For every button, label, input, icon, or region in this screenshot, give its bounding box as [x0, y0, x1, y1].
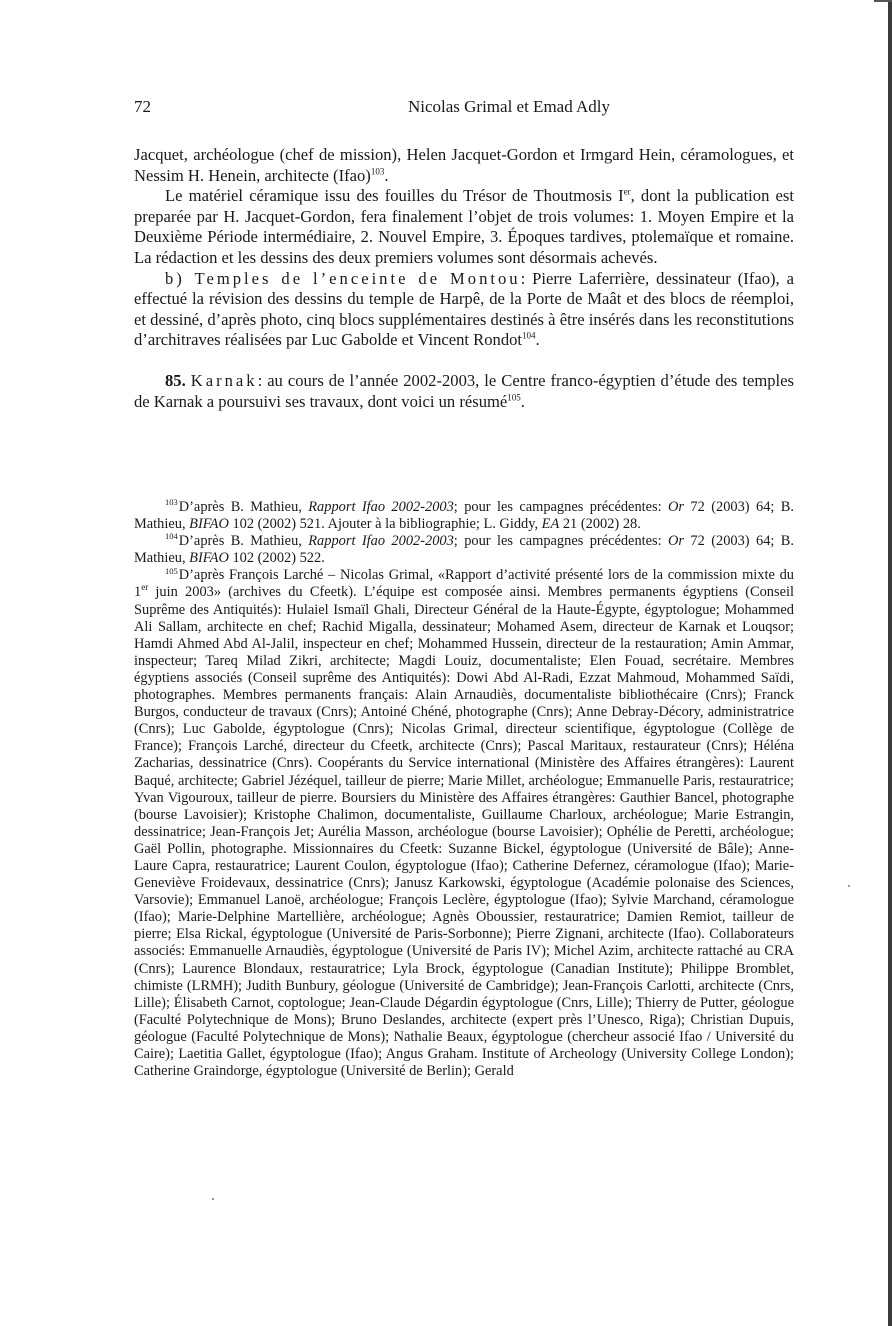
paragraph-number: 85. [165, 370, 186, 390]
footnote-104: $^{104}$D’après B. Mathieu, Rapport Ifao 2002-2003; pour les campagnes précédentes: Or 72 (2003) 64; B. Mathieu, BIFAO 102 (2002) 522. [134, 531, 794, 567]
page-edge-shadow [888, 0, 892, 1326]
footnote-number: 103 [165, 497, 178, 508]
scan-speck [212, 1198, 214, 1200]
paragraph-ceramic-material: Le matériel céramique issu des fouilles du Trésor de Thoutmosis Ier, dont la publication est preparée par H. Jacquet-Gordon, fera finalement l’objet de trois volumes: 1. Moyen Empire et la Deuxième Période intermédiaire, 2. Nouvel Empire, 3. Époques tardives, ptolemaïque et romaine. La rédaction et les dessins des deux premiers volumes sont désormais achevés. [134, 186, 794, 267]
footnote-number: 104 [165, 531, 178, 542]
footnote-ref-105[interactable]: 105 [507, 392, 521, 402]
footnote-103: $^{103}$D’après B. Mathieu, Rapport Ifao 2002-2003; pour les campagnes précédentes: Or 72 (2003) 64; B. Mathieu, BIFAO 102 (2002) 521. Ajouter à la bibliographie; L. Giddy, EA 21 (2002) 28. [134, 497, 794, 533]
footnote-number: 105 [165, 565, 178, 576]
paragraph-continued: Jacquet, archéologue (chef de mission), Helen Jacquet-Gordon et Irmgard Hein, céramologues, et Nessim H. Henein, architecte (Ifao)$^{103}$. [134, 145, 794, 185]
footnotes [134, 499, 794, 1080]
page-header [134, 97, 794, 121]
running-head: Nicolas Grimal et Emad Adly [407, 97, 611, 116]
scan-speck [848, 885, 850, 887]
main-text [134, 145, 794, 412]
section-label-karnak: Karnak [190, 370, 258, 390]
footnote-ref-103[interactable]: 103 [370, 166, 385, 177]
paragraph-karnak: 85. Karnak: au cours de l’année 2002-2003, le Centre franco-égyptien d’étude des temples de Karnak a poursuivi ses travaux, dont voici un résumé$^{105}$. [134, 370, 794, 411]
footnote-ref-104[interactable]: 104 [522, 330, 536, 341]
paragraph-montou-temples: b) Temples de l’enceinte de Montou: Pierre Laferrière, dessinateur (Ifao), a effectué la révision des dessins du temple de Harpê, de la Porte de Maât et des blocs de réemploi, et dessiné, d’après photo, cinq blocs supplémentaires destinés à être insérés dans les reconstitutions d’architraves réalisées par Luc Gabolde et Vincent Rondot$^{104}$. [134, 268, 795, 350]
page-number: 72 [134, 97, 151, 116]
page-edge-mark [874, 0, 892, 2]
footnote-105: $^{105}$D’après François Larché – Nicolas Grimal, «Rapport d’activité présenté lors de la commission mixte du 1er juin 2003» (archives du Cfeetk). L’équipe est composée ainsi. Membres permanents égyptiens (Conseil Suprême des Antiquités): Hulaiel Ismaïl Ghali, Directeur Général de la Haute-Égypte, égyptologue; Mohammed Ali Sallam, architecte en chef; Rachid Migalla, dessinateur; Mohamed Asem, directeur de Karnak et Louqsor; Hamdi Ahmed Abd Al-Jalil, inspecteur en chef; Mohammed Hussein, directeur de la restauration; Amin Ammar, inspecteur; Tareq Milad Zikri, architecte; Magdi Louiz, documentaliste; Elen Fouad, secrétaire. Membres égyptiens associés (Conseil suprême des Antiquités): Dowi Abd Al-Radi, Ezzat Mahmoud, Mohammed Saïdi, photographes. Membres permanents français: Alain Arnaudiès, documentaliste bibliothécaire (Cnrs); Franck Burgos, conducteur de travaux (Cnrs); Antoiné Chéné, photographe (Cnrs); Anne Debray-Décory, administratrice (Cnrs); Luc Gabolde, égyptologue (Cnrs); Nicolas Grimal, directeur scientifique, égyptologue (Collège de France); François Larché, directeur du Cfeetk, architecte (Cnrs); Pascal Maritaux, restaurateur (Cnrs); Héléna Zacharias, dessinatrice (Cnrs). Coopérants du Service international (Ministère des Affaires étrangères): Laurent Baqué, architecte; Gabriel Jézéquel, tailleur de pierre; Marie Millet, archéologue; Emmanuelle Paris, restauratrice; Yvan Vigouroux, tailleur de pierre. Boursiers du Ministère des Affaires étrangères: Gauthier Bancel, photographe (bourse Lavoisier); Kristophe Chalimon, documentaliste, Guillaume Charloux, archéologue; Marie Estrangin, dessinatrice; Jean-François Jet; Aurélia Masson, archéologue (bourse Lavoisier); Ophélie de Peretti, archéologue; Gaël Pollin, photographe. Missionnaires du Cfeetk: Suzanne Bickel, égyptologue (Université de Bâle); Anne-Laure Capra, restauratrice; Laurent Coulon, égyptologue (Ifao); Catherine Defernez, céramologue (Ifao); Marie-Geneviève Froidevaux, dessinatrice (Cnrs); Janusz Karkowski, égyptologue (Académie polonaise des Sciences, Varsovie); Emmanuel Lanoë, archéologue; François Leclère, égyptologue (Ifao); Sylvie Marchand, céramologue (Ifao); Marie-Delphine Martellière, archéologue; Agnès Oboussier, restauratrice; Damien Remiot, tailleur de pierre; Elsa Rickal, égyptologue (Université de Paris-Sorbonne); Pierre Zignani, architecte (Ifao). Collaborateurs associés: Emmanuelle Arnaudiès, égyptologue (Université de Paris IV); Michel Azim, architecte rattaché au CRA (Cnrs); Laurence Blondaux, restauratrice; Lyla Brock, égyptologue (Canadian Institute); Philippe Bromblet, chimiste (LRMH); Judith Bunbury, géologue (Université de Cambridge); Jean-François Carlotti, architecte (Cnrs, Lille); Élisabeth Carnot, coptologue; Jean-Claude Dégardin égyptologue (Cnrs, Lille); Thierry de Putter, géologue (Faculté Polytechnique de Mons); Bruno Deslandes, architecte (expert près l’Unesco, Riga); Christian Dupuis, géologue (Faculté Polytechnique de Mons); Nathalie Beaux, égyptologue (chercheur associé Ifao / Université du Caire); Laetitia Gallet, égyptologue (Ifao); Angus Graham. Institute of Archeology (University College London); Catherine Graindorge, égyptologue (Université de Berlin); Gerald [134, 565, 794, 1080]
section-label-montou: b) Temples de l’enceinte de Montou [165, 268, 521, 288]
